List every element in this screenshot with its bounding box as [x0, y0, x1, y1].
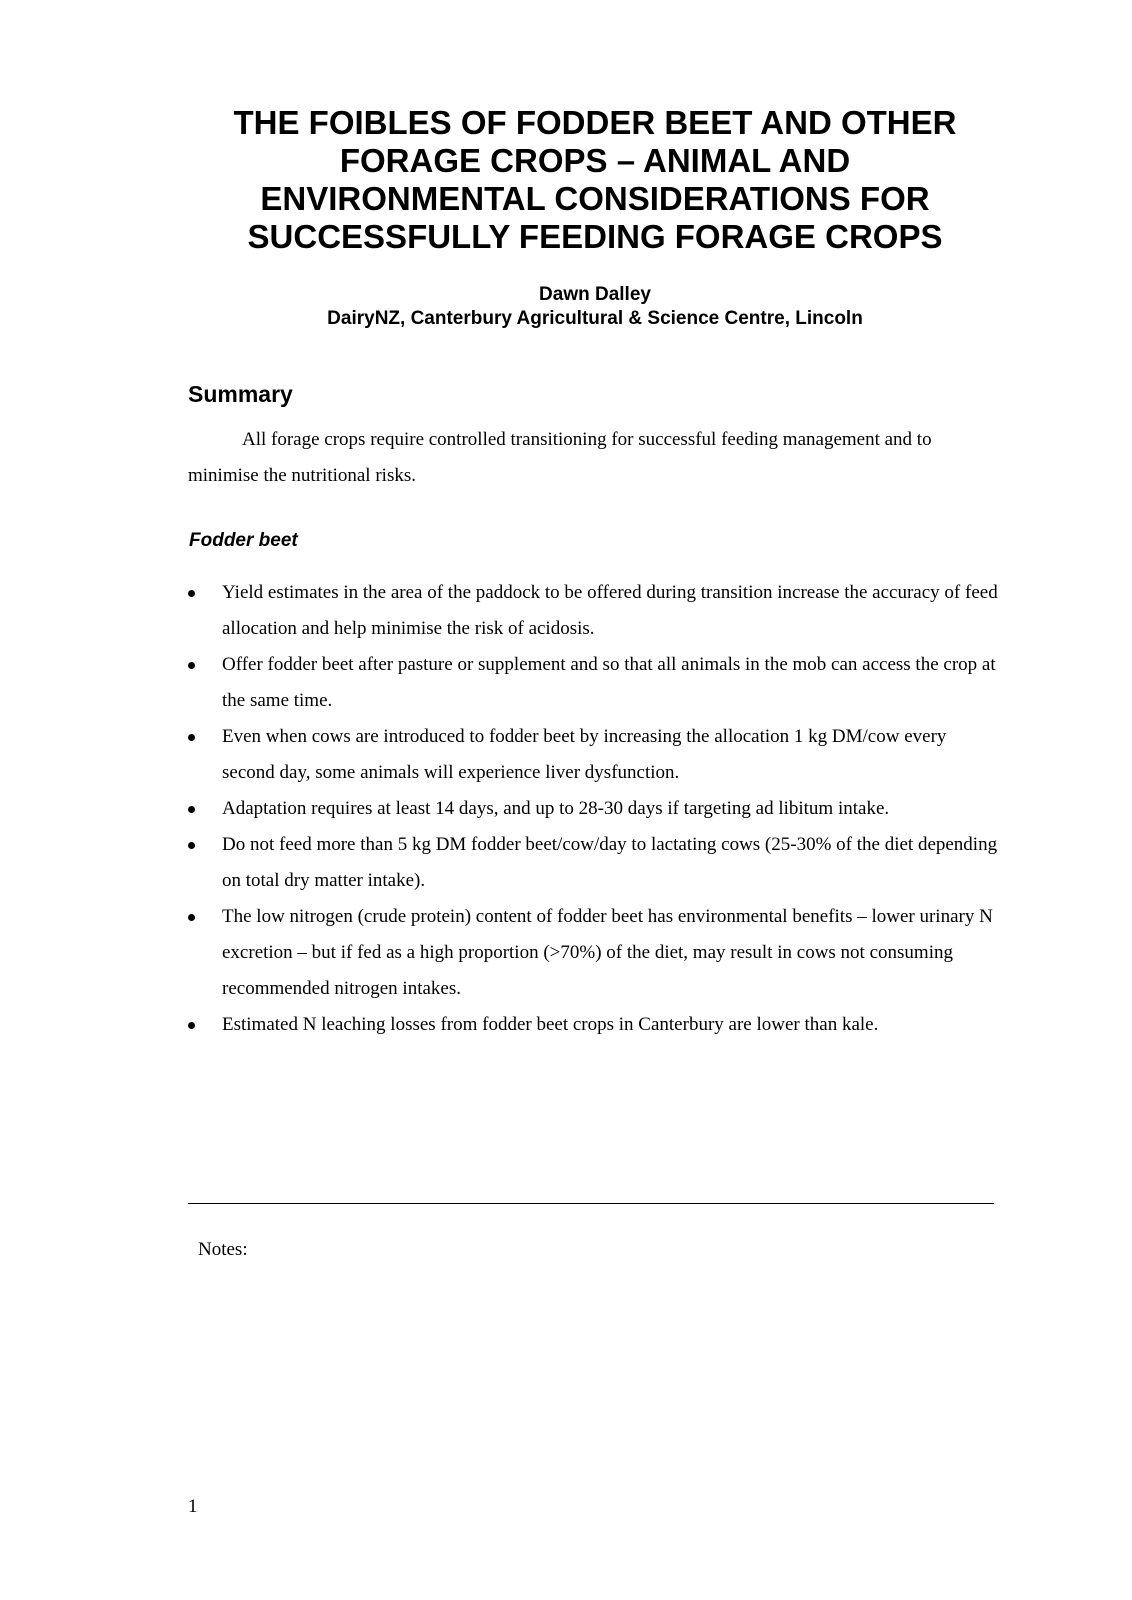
notes-divider — [188, 1203, 994, 1204]
bullet-icon — [188, 734, 195, 741]
bullet-text: The low nitrogen (crude protein) content of fodder beet has environmental benefits – lower urinary N excretion – but if fed as a high proportion (>70%) of the diet, may result in cows not consuming recommended nitrogen intakes. — [222, 906, 993, 999]
bullet-item — [188, 1007, 998, 1043]
title-line: SUCCESSFULLY FEEDING FORAGE CROPS — [247, 218, 943, 255]
bullet-item — [188, 899, 998, 1007]
bullet-icon — [188, 1022, 195, 1029]
fodder-beet-bullet-list — [188, 575, 998, 1043]
bullet-item — [188, 719, 998, 791]
bullet-icon — [188, 914, 195, 921]
author-affiliation: DairyNZ, Canterbury Agricultural & Science Centre, Lincoln — [327, 308, 863, 329]
bullet-text: Offer fodder beet after pasture or supplement and so that all animals in the mob can access the crop at the same time. — [222, 654, 996, 711]
page-number: 1 — [188, 1496, 198, 1517]
bullet-text: Do not feed more than 5 kg DM fodder beet/cow/day to lactating cows (25-30% of the diet depending on total dry matter intake). — [222, 834, 998, 891]
title-line: THE FOIBLES OF FODDER BEET AND OTHER — [233, 104, 957, 141]
bullet-item — [188, 647, 998, 719]
bullet-icon — [188, 806, 195, 813]
notes-label: Notes: — [198, 1239, 248, 1260]
bullet-text: Estimated N leaching losses from fodder beet crops in Canterbury are lower than kale. — [222, 1014, 879, 1035]
bullet-text: Adaptation requires at least 14 days, and up to 28-30 days if targeting ad libitum intake. — [222, 798, 890, 819]
bullet-text: Yield estimates in the area of the paddock to be offered during transition increase the accuracy of feed allocation and help minimise the risk of acidosis. — [222, 582, 998, 639]
summary-heading: Summary — [188, 381, 293, 407]
fodder-beet-heading: Fodder beet — [189, 530, 298, 551]
paper-title — [130, 104, 1060, 256]
bullet-item — [188, 575, 998, 647]
title-line: FORAGE CROPS – ANIMAL AND — [339, 142, 851, 179]
summary-paragraph: All forage crops require controlled transitioning for successful feeding management and to minimise the nutritional risks. — [188, 429, 932, 486]
bullet-icon — [188, 662, 195, 669]
author-name: Dawn Dalley — [539, 284, 651, 305]
bullet-icon — [188, 590, 195, 597]
bullet-text: Even when cows are introduced to fodder beet by increasing the allocation 1 kg DM/cow every second day, some animals will experience liver dysfunction. — [222, 726, 947, 783]
bullet-item — [188, 791, 998, 827]
bullet-item — [188, 827, 998, 899]
bullet-icon — [188, 842, 195, 849]
title-line: ENVIRONMENTAL CONSIDERATIONS FOR — [260, 180, 930, 217]
